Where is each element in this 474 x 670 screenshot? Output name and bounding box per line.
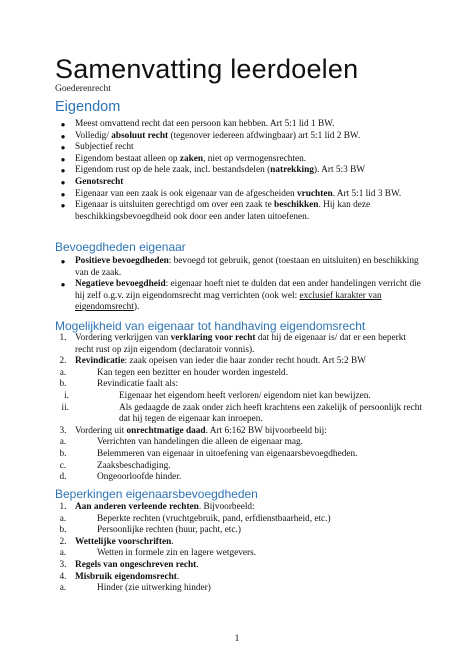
- heading-handhaving: Mogelijkheid van eigenaar tot handhaving eigendomsrecht: [55, 319, 366, 333]
- list-item-text: .: [196, 559, 199, 570]
- bullet-icon: ●: [60, 280, 66, 290]
- page-number: 1: [234, 634, 240, 644]
- list-number: 3.: [59, 425, 67, 436]
- list-item-text: Subjectief recht: [75, 142, 134, 153]
- list-item-text: dat hij de eigenaar is/ dat er een beperkt recht rust op zijn eigendom (declaratoir vonnis).: [75, 333, 406, 355]
- list-item-text: (tegenover iedereen afdwingbaar) art 5:1 lid 2 BW.: [168, 130, 361, 141]
- list-item: [55, 449, 425, 461]
- list-item-text: Belemmeren van eigenaar in uitoefening van eigenaarsbevoegdheden.: [97, 448, 358, 459]
- term: beschikken: [274, 200, 319, 211]
- bullet-icon: ●: [60, 166, 66, 176]
- list-item-text: Verrichten van handelingen die alleen de eigenaar mag.: [97, 437, 303, 448]
- term: Aan anderen verleende rechten: [75, 502, 199, 512]
- bevoegdheden-list: [55, 256, 425, 314]
- list-item: [55, 391, 425, 403]
- eigendom-list: [55, 119, 425, 223]
- list-item: [55, 403, 425, 426]
- list-item: [55, 256, 425, 279]
- list-roman: i.: [64, 390, 69, 401]
- list-item-text: Meest omvattend recht dat een persoon kan hebben. Art 5:1 lid 1 BW.: [75, 119, 335, 129]
- list-letter: a.: [59, 367, 67, 378]
- list-letter: b.: [59, 525, 67, 536]
- list-letter: b.: [59, 448, 67, 459]
- list-item-text: Als gedaagde de zaak onder zich heeft krachtens een zakelijk of persoonlijk recht dat hij tegen de eigenaar kan inroepen.: [119, 402, 423, 425]
- term: absoluut recht: [111, 130, 169, 141]
- list-number: 3.: [59, 559, 67, 570]
- heading-beperkingen: Beperkingen eigenaarsbevoegdheden: [55, 487, 258, 501]
- list-item-text: Vordering uit: [75, 425, 127, 436]
- list-item-text: Eigenaar is uitsluiten gerechtigd om over een zaak te: [75, 200, 275, 211]
- list-item: [55, 583, 425, 595]
- list-item-text: Eigendom rust op de hele zaak, incl. bestandsdelen (: [75, 165, 271, 176]
- list-item-text: . Bijvoorbeeld:: [198, 502, 255, 512]
- list-item-text: . Art 6:162 BW bijvoorbeeld bij:: [205, 425, 327, 436]
- underlined-term: exclusief karakter van eigendomsrecht: [75, 290, 382, 313]
- list-item: [55, 525, 425, 537]
- list-item: [55, 537, 425, 549]
- list-item: [55, 472, 425, 484]
- list-item: [55, 142, 425, 154]
- list-item-text: .: [171, 536, 174, 547]
- term: Misbruik eigendomsrecht: [75, 571, 177, 582]
- list-letter: a.: [59, 548, 67, 559]
- list-item-text: Beperkte rechten (vruchtgebruik, pand, erfdienstbaarheid, etc.): [97, 513, 331, 524]
- list-item-text: Vordering verkrijgen van: [75, 333, 171, 343]
- list-item-text: ). Art 5:3 BW: [313, 165, 366, 176]
- list-item: [55, 379, 425, 391]
- list-item: [55, 356, 425, 368]
- list-item-text: Eigenaar het eigendom heeft verloren/ eigendom niet kan bewijzen.: [119, 390, 371, 401]
- list-item: [55, 131, 425, 143]
- list-item: [55, 426, 425, 438]
- document-subtitle: Goederenrecht: [55, 84, 111, 94]
- list-item: [55, 560, 425, 572]
- handhaving-list: [55, 333, 425, 484]
- list-item-text: : zaak opeisen van ieder die haar zonder recht houdt. Art 5:2 BW: [124, 356, 366, 367]
- list-item-text: Hinder (zie uitwerking hinder): [97, 583, 211, 594]
- term: onrechtmatige daad: [126, 425, 206, 436]
- document-title: Samenvatting leerdoelen: [55, 54, 359, 84]
- list-item: [55, 368, 425, 380]
- list-item-text: .: [176, 571, 180, 582]
- list-item-text: Revindicatie faalt als:: [97, 379, 179, 390]
- list-letter: b.: [59, 379, 67, 390]
- list-number: 2.: [59, 536, 67, 547]
- list-item: [55, 461, 425, 473]
- term: natrekking: [270, 165, 314, 176]
- list-item-text: Kan tegen een bezitter en houder worden ingesteld.: [97, 367, 289, 378]
- list-item-text: Zaaksbeschadiging.: [97, 460, 171, 471]
- list-item-text: : bevoegd tot gebruik, genot (toestaan en uitsluiten) en beschikking van de zaak.: [75, 256, 419, 278]
- term: Revindicatie: [75, 356, 125, 367]
- list-item-text: Volledig/: [75, 130, 112, 141]
- list-letter: a.: [59, 583, 67, 594]
- list-item-text: Eigendom bestaat alleen op: [75, 153, 180, 164]
- list-number: 2.: [59, 356, 67, 367]
- term: Positieve bevoegdheden: [75, 256, 169, 266]
- list-roman: ii.: [61, 402, 69, 413]
- list-letter: c.: [59, 460, 67, 471]
- list-item-text: , niet op vermogensrechten.: [203, 153, 307, 164]
- term: Regels van ongeschreven recht: [75, 559, 197, 570]
- term: verklaring voor recht: [170, 333, 256, 343]
- bullet-icon: ●: [60, 201, 66, 211]
- term: Genotsrecht: [75, 176, 124, 187]
- term: zaken: [179, 153, 204, 164]
- beperkingen-list: [55, 502, 425, 595]
- bullet-icon: ●: [60, 177, 66, 187]
- bullet-icon: ●: [60, 154, 66, 164]
- term: vruchten: [296, 188, 333, 199]
- list-letter: a.: [59, 513, 67, 524]
- list-item: [55, 514, 425, 526]
- list-item: [55, 502, 425, 514]
- list-item: [55, 154, 425, 166]
- list-number: 4.: [59, 571, 67, 582]
- list-item-text: Wetten in formele zin en lagere wetgevers.: [97, 548, 257, 559]
- list-item: [55, 119, 425, 131]
- list-item-text: Eigenaar van een zaak is ook eigenaar van de afgescheiden: [75, 188, 297, 199]
- bullet-icon: ●: [60, 131, 66, 141]
- term: Wettelijke voorschriften: [75, 536, 172, 547]
- list-item: [55, 279, 425, 314]
- bullet-icon: ●: [60, 120, 66, 129]
- list-item: [55, 572, 425, 584]
- bullet-icon: ●: [60, 189, 66, 199]
- list-item-text: . Hij kan deze beschikkingsbevoegdheid ook door een ander laten uitoefenen.: [75, 200, 371, 222]
- list-letter: d.: [59, 472, 67, 483]
- list-number: 1.: [59, 502, 67, 512]
- list-item: [55, 548, 425, 560]
- list-letter: a.: [59, 437, 67, 448]
- heading-eigendom: Eigendom: [55, 99, 121, 115]
- list-item-text: : eigenaar hoeft niet te dulden dat een ander handelingen verricht die hij zelf o.g.v. zijn eigendomsrecht mag verrichten (ook wel:: [75, 279, 421, 301]
- list-item: [55, 437, 425, 449]
- term: Negatieve bevoegdheid: [75, 279, 166, 290]
- list-item: [55, 189, 425, 201]
- list-item: [55, 165, 425, 177]
- list-item: [55, 333, 425, 356]
- list-item: [55, 200, 425, 223]
- list-item-text: . Art 5:1 lid 3 BW.: [332, 188, 402, 199]
- list-number: 1.: [59, 333, 67, 343]
- list-item-text: Ongeoorloofde hinder.: [97, 472, 182, 483]
- list-item-text: Persoonlijke rechten (huur, pacht, etc.): [97, 525, 241, 536]
- bullet-icon: ●: [60, 143, 66, 153]
- list-item-text: ).: [133, 302, 140, 313]
- bullet-icon: ●: [60, 257, 66, 266]
- heading-bevoegdheden: Bevoegdheden eigenaar: [55, 240, 186, 254]
- list-item: [55, 177, 425, 189]
